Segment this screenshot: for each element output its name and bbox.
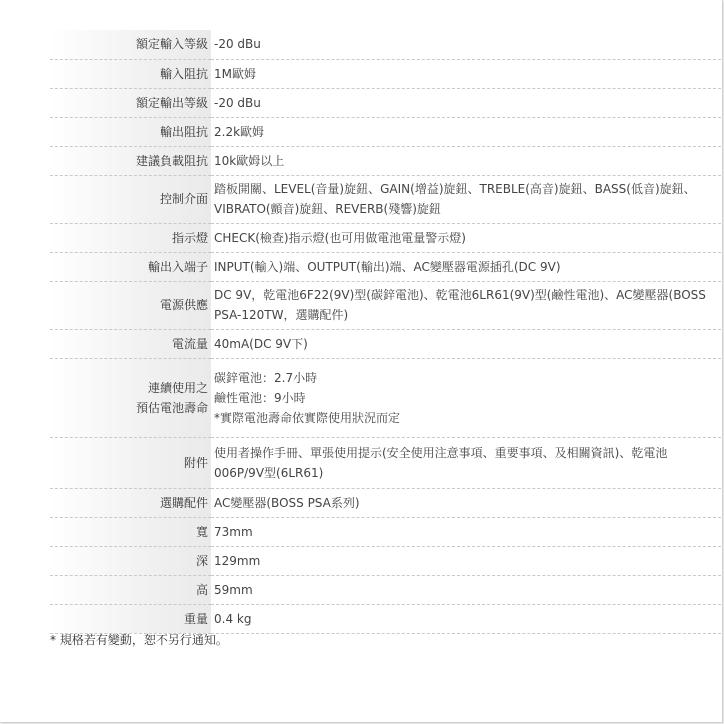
spec-label: 輸入阻抗 xyxy=(50,59,211,88)
battery-life-note: *實際電池壽命依實際使用狀況而定 xyxy=(214,410,401,425)
spec-value: 40mA(DC 9V下) xyxy=(211,329,721,358)
spec-label: 選購配件 xyxy=(50,488,211,517)
spec-label: 電流量 xyxy=(50,329,211,358)
spec-label: 輸出阻抗 xyxy=(50,117,211,146)
spec-row-battery-life xyxy=(50,358,721,437)
spec-label: 電源供應 xyxy=(50,281,211,329)
battery-life-alkaline: 鹼性電池：9小時 xyxy=(214,390,306,405)
spec-row-output-impedance xyxy=(50,117,721,146)
spec-table xyxy=(50,30,721,634)
spec-value: 129mm xyxy=(211,546,721,575)
spec-label: 附件 xyxy=(50,437,211,488)
spec-row-options xyxy=(50,488,721,517)
spec-label-line: 預估電池壽命 xyxy=(135,400,208,415)
spec-value: 使用者操作手冊、單張使用提示(安全使用注意事項、重要事項、及相關資訊)、乾電池006P/9V型(6LR61) xyxy=(211,437,721,488)
spec-value: -20 dBu xyxy=(211,88,721,117)
spec-row-recommended-load xyxy=(50,146,721,175)
spec-row-power-supply xyxy=(50,281,721,329)
spec-label: 建議負載阻抗 xyxy=(50,146,211,175)
spec-row-weight xyxy=(50,604,721,633)
spec-value: 1M歐姆 xyxy=(211,59,721,88)
spec-value: 0.4 kg xyxy=(211,604,721,633)
spec-row-depth xyxy=(50,546,721,575)
spec-row-current-draw xyxy=(50,329,721,358)
spec-value: 2.2k歐姆 xyxy=(211,117,721,146)
spec-label-line: 連續使用之 xyxy=(147,380,208,395)
spec-value: AC變壓器(BOSS PSA系列) xyxy=(211,488,721,517)
spec-label: 深 xyxy=(50,546,211,575)
spec-row-connectors xyxy=(50,252,721,281)
spec-value: DC 9V，乾電池6F22(9V)型(碳鋅電池)、乾電池6LR61(9V)型(鹼性電池)、AC變壓器(BOSS PSA-120TW，選購配件) xyxy=(211,281,721,329)
spec-value: -20 dBu xyxy=(211,30,721,59)
spec-row-input-impedance xyxy=(50,59,721,88)
spec-row-accessories xyxy=(50,437,721,488)
spec-value: 10k歐姆以上 xyxy=(211,146,721,175)
spec-row-indicator xyxy=(50,223,721,252)
spec-row-controls xyxy=(50,175,721,223)
spec-label: 高 xyxy=(50,575,211,604)
spec-value xyxy=(211,358,721,437)
spec-label: 額定輸出等級 xyxy=(50,88,211,117)
spec-value: 73mm xyxy=(211,517,721,546)
spec-label: 寬 xyxy=(50,517,211,546)
spec-row-rated-input-level xyxy=(50,30,721,59)
spec-label: 輸出入端子 xyxy=(50,252,211,281)
spec-value: 59mm xyxy=(211,575,721,604)
spec-value: INPUT(輸入)端、OUTPUT(輸出)端、AC變壓器電源插孔(DC 9V) xyxy=(211,252,721,281)
spec-label: 控制介面 xyxy=(50,175,211,223)
spec-row-height xyxy=(50,575,721,604)
spec-footnote: * 規格若有變動，恕不另行通知。 xyxy=(50,633,228,647)
spec-value: CHECK(檢查)指示燈(也可用做電池電量警示燈) xyxy=(211,223,721,252)
spec-label: 指示燈 xyxy=(50,223,211,252)
spec-value: 踏板開關、LEVEL(音量)旋鈕、GAIN(增益)旋鈕、TREBLE(高音)旋鈕、BASS(低音)旋鈕、VIBRATO(顫音)旋鈕、REVERB(殘響)旋鈕 xyxy=(211,175,721,223)
spec-label: 重量 xyxy=(50,604,211,633)
spec-label xyxy=(50,358,211,437)
spec-row-rated-output-level xyxy=(50,88,721,117)
spec-label: 額定輸入等級 xyxy=(50,30,211,59)
spec-row-width xyxy=(50,517,721,546)
battery-life-carbon-zinc: 碳鋅電池：2.7小時 xyxy=(214,370,318,385)
